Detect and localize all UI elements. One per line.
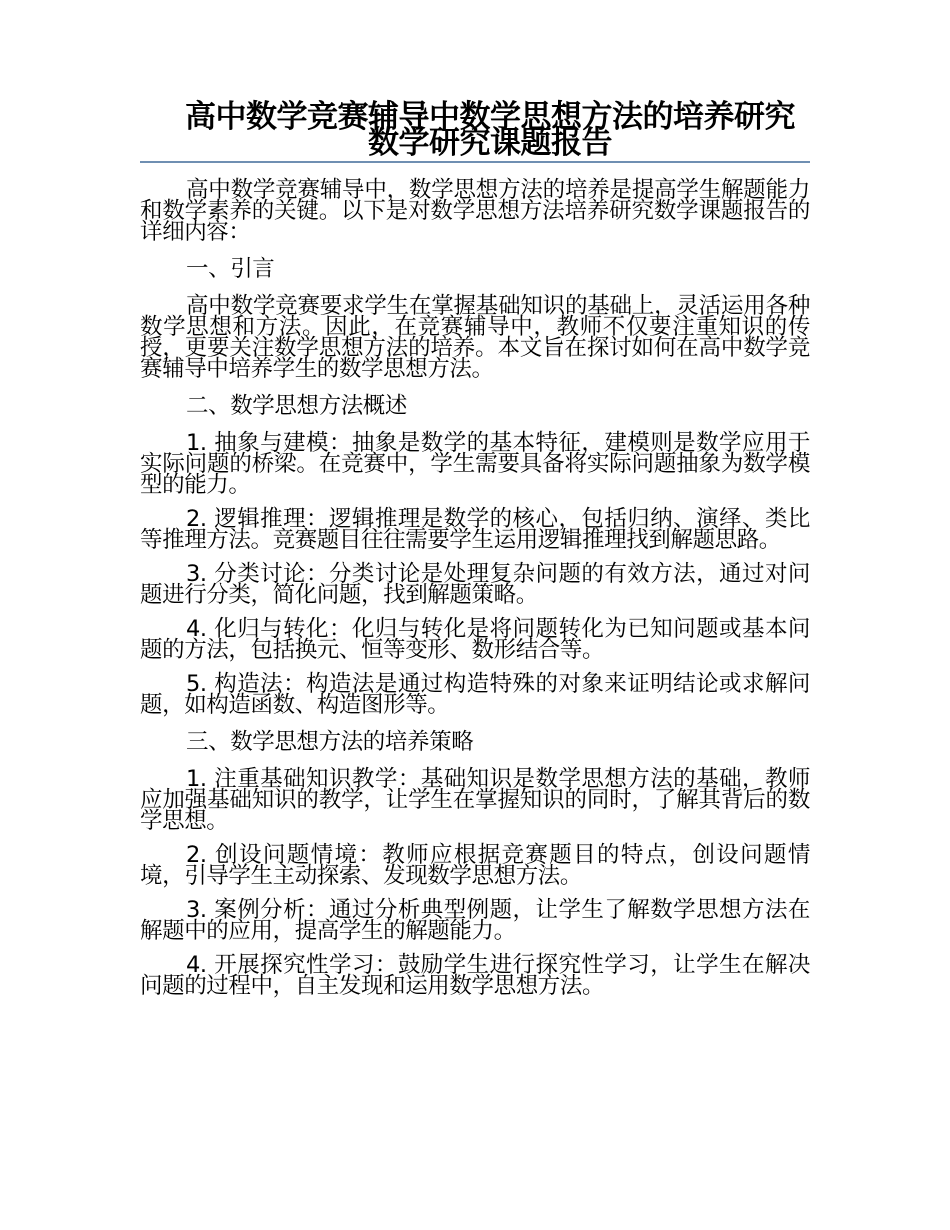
document-body [140, 177, 810, 1010]
section-heading-introduction: 一、引言 [186, 256, 275, 282]
paragraph: 2. 逻辑推理：逻辑推理是数学的核心，包括归纳、演绎、类比等推理方法。竞赛题目往往需要学生运用逻辑推理找到解题思路。 [140, 506, 810, 553]
section-heading-overview: 二、数学思想方法概述 [186, 393, 408, 419]
paragraph: 4. 化归与转化：化归与转化是将问题转化为已知问题或基本问题的方法，包括换元、恒等变形、数形结合等。 [140, 616, 810, 663]
paragraph: 高中数学竞赛要求学生在掌握基础知识的基础上，灵活运用各种数学思想和方法。因此，在竞赛辅导中，教师不仅要注重知识的传授，更要关注数学思想方法的培养。本文旨在探讨如何在高中数学竞赛辅导中培养学生的数学思想方法。 [140, 293, 810, 382]
paragraph: 5. 构造法：构造法是通过构造特殊的对象来证明结论或求解问题，如构造函数、构造图形等。 [140, 671, 810, 718]
section-heading-strategies: 三、数学思想方法的培养策略 [186, 729, 474, 755]
paragraph: 1. 注重基础知识教学：基础知识是数学思想方法的基础，教师应加强基础知识的教学，让学生在掌握知识的同时，了解其背后的数学思想。 [140, 766, 810, 834]
paragraph: 4. 开展探究性学习：鼓励学生进行探究性学习，让学生在解决问题的过程中，自主发现和运用数学思想方法。 [140, 952, 810, 999]
paragraph: 1. 抽象与建模：抽象是数学的基本特征，建模则是数学应用于实际问题的桥梁。在竞赛中，学生需要具备将实际问题抽象为数学模型的能力。 [140, 430, 810, 498]
paragraph: 3. 分类讨论：分类讨论是处理复杂问题的有效方法，通过对问题进行分类，简化问题，找到解题策略。 [140, 561, 810, 608]
paragraph: 2. 创设问题情境：教师应根据竞赛题目的特点，创设问题情境，引导学生主动探索、发现数学思想方法。 [140, 842, 810, 889]
paragraph: 3. 案例分析：通过分析典型例题，让学生了解数学思想方法在解题中的应用，提高学生的解题能力。 [140, 897, 810, 944]
document-title: 高中数学竞赛辅导中数学思想方法的培养研究数学研究课题报告 [185, 99, 795, 161]
title-underline [140, 161, 810, 163]
title-block [140, 99, 810, 161]
intro-paragraph: 高中数学竞赛辅导中，数学思想方法的培养是提高学生解题能力和数学素养的关键。以下是对数学思想方法培养研究数学课题报告的详细内容： [140, 177, 810, 245]
